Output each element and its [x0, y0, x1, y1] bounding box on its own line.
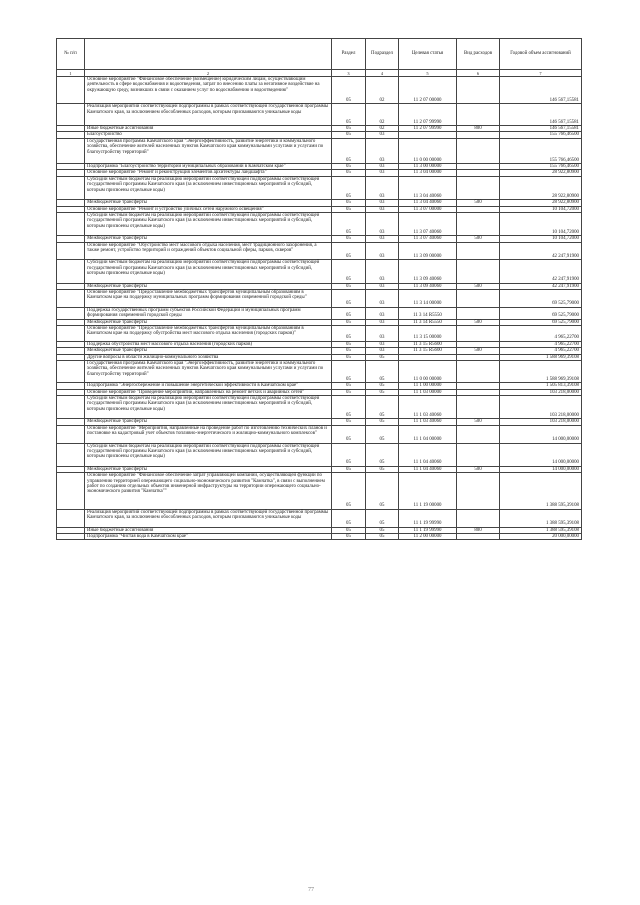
num-cell [57, 242, 85, 260]
row-section: 05 [332, 138, 366, 163]
row-target: 11 3 09 00000 [399, 242, 457, 260]
row-amount: 10 104,72000 [500, 206, 582, 212]
row-amount: 155 766,46500 [500, 132, 582, 138]
row-target: 11 3 14 00000 [399, 289, 457, 307]
num-cell [57, 473, 85, 510]
row-expense-type [457, 260, 500, 283]
col-number: 7 [500, 70, 582, 77]
row-subsection: 05 [366, 419, 399, 425]
row-subsection: 03 [366, 348, 399, 354]
row-subsection: 05 [366, 466, 399, 472]
row-subsection: 05 [366, 473, 399, 510]
row-subsection: 02 [366, 77, 399, 104]
table-row [57, 289, 582, 307]
row-expense-type [457, 77, 500, 104]
row-subsection: 03 [366, 260, 399, 283]
row-section: 05 [332, 77, 366, 104]
row-section: 05 [332, 466, 366, 472]
row-section: 05 [332, 289, 366, 307]
row-name: Подпрограмма "Благоустройство территорий муниципальных образований в Камчатском крае" [85, 164, 332, 170]
row-name: Субсидии местным бюджетам на реализацию мероприятий соответствующей подпрограммы соответствующей государственной программы Камчатского края (за исключением инвестиционных мероприятий и субсидий, которым присвоены отдельные коды) [85, 260, 332, 283]
row-expense-type: 800 [457, 527, 500, 533]
row-target: 11 3 07 40060 [399, 212, 457, 235]
row-amount: 69 525,79000 [500, 307, 582, 319]
table-row [57, 509, 582, 527]
row-subsection: 03 [366, 236, 399, 242]
row-subsection: 03 [366, 170, 399, 176]
row-target: 11 2 00 00000 [399, 533, 457, 539]
row-subsection: 03 [366, 200, 399, 206]
col-number: 1 [57, 70, 85, 77]
row-amount: 28 922,80900 [500, 176, 582, 199]
row-name: Основное мероприятие "Мероприятия, направленные на проведение работ по изготовлению технических планов и постановке на кадастровый учет объектов топливно-энергетического и жилищно-коммунального комплексов" [85, 425, 332, 443]
row-subsection: 03 [366, 341, 399, 347]
row-subsection: 05 [366, 533, 399, 539]
row-section: 05 [332, 509, 366, 527]
row-name: Основное мероприятие "Обустройство мест массового отдыха населения, мест традиционного захоронения, а также ремонт, устройство территорий и ограждений объектов социальной сферы, парков, скверов" [85, 242, 332, 260]
row-amount: 4 965,22700 [500, 348, 582, 354]
row-amount: 20 000,00000 [500, 533, 582, 539]
row-section: 05 [332, 164, 366, 170]
col-number: 2 [85, 70, 332, 77]
budget-document [56, 38, 581, 540]
row-subsection: 03 [366, 283, 399, 289]
row-section: 05 [332, 212, 366, 235]
num-cell [57, 396, 85, 419]
row-amount: 42 247,91900 [500, 260, 582, 283]
row-name: Основное мероприятие "Проведение мероприятий, направленных на ремонт ветхих и аварийных сетей" [85, 389, 332, 395]
row-target: 11 3 14 R5550 [399, 307, 457, 319]
column-number-row [57, 70, 582, 77]
row-section: 05 [332, 527, 366, 533]
row-target: 11 3 04 00000 [399, 170, 457, 176]
row-expense-type: 500 [457, 419, 500, 425]
row-subsection: 03 [366, 242, 399, 260]
row-section: 05 [332, 443, 366, 466]
table-row [57, 242, 582, 260]
header-row [57, 39, 582, 70]
row-section: 05 [332, 354, 366, 360]
row-expense-type [457, 361, 500, 383]
num-cell [57, 326, 85, 342]
row-amount: 69 525,79000 [500, 319, 582, 325]
row-section: 05 [332, 206, 366, 212]
row-amount: 42 247,91900 [500, 283, 582, 289]
row-target: 11 1 00 00000 [399, 383, 457, 389]
row-name: Реализация мероприятий соответствующей подпрограммы в рамках соответствующей государственной программы Камчатского края, за исключением обособленных расходов, которым присваиваются уникальные коды [85, 509, 332, 527]
row-expense-type [457, 289, 500, 307]
row-amount: 1 388 595,39108 [500, 473, 582, 510]
row-subsection: 03 [366, 212, 399, 235]
row-name: Поддержка государственных программ субъектов Российской Федерации и муниципальных программ формирования современной городской среды [85, 307, 332, 319]
row-target: 11 1 19 99990 [399, 509, 457, 527]
table-row [57, 77, 582, 104]
row-name: Межбюджетные трансферты [85, 419, 332, 425]
num-cell [57, 212, 85, 235]
row-target: 11 3 09 40060 [399, 283, 457, 289]
num-cell [57, 443, 85, 466]
table-row [57, 361, 582, 383]
row-subsection: 05 [366, 354, 399, 360]
header-target: Целевая статья [399, 39, 457, 70]
row-name: Подпрограмма "Энергосбережение и повышение энергетической эффективности в Камчатском крае" [85, 383, 332, 389]
row-subsection: 05 [366, 361, 399, 383]
row-subsection: 02 [366, 104, 399, 126]
row-subsection: 03 [366, 307, 399, 319]
row-expense-type: 500 [457, 283, 500, 289]
row-amount: 1 388 595,39108 [500, 509, 582, 527]
row-name: Основное мероприятие "Предоставление межбюджетных трансфертов муниципальным образованиям в Камчатском крае на поддержку обустройства мест массового отдыха населения (городских парков)" [85, 326, 332, 342]
row-section: 05 [332, 361, 366, 383]
row-name: Государственная программа Камчатского края "Энергоэффективность, развитие энергетики и коммунального хозяйства, обеспечение жителей населенных пунктов Камчатского края коммунальными услугами и услугами по благоустройству территорий" [85, 138, 332, 163]
row-expense-type [457, 396, 500, 419]
header-expense-type: Вид расходов [457, 39, 500, 70]
row-name: Межбюджетные трансферты [85, 319, 332, 325]
row-amount: 146 567,15581 [500, 126, 582, 132]
row-name: Субсидии местным бюджетам на реализацию мероприятий соответствующей подпрограммы соответствующей государственной программы Камчатского края (за исключением инвестиционных мероприятий и субсидий, которым присвоены отдельные коды) [85, 176, 332, 199]
row-expense-type [457, 104, 500, 126]
row-section: 05 [332, 104, 366, 126]
row-expense-type: 800 [457, 126, 500, 132]
table-row [57, 473, 582, 510]
row-target: 11 3 14 R5550 [399, 319, 457, 325]
row-subsection: 03 [366, 164, 399, 170]
row-expense-type [457, 533, 500, 539]
header-num: № п/п [57, 39, 85, 70]
row-amount: 4 965,22700 [500, 341, 582, 347]
row-amount: 1 388 595,39108 [500, 527, 582, 533]
table-row [57, 533, 582, 539]
row-subsection: 05 [366, 396, 399, 419]
row-amount: 10 104,72000 [500, 212, 582, 235]
row-target: 11 1 19 00000 [399, 473, 457, 510]
row-subsection: 05 [366, 389, 399, 395]
row-name: Основное мероприятие "Финансовое обеспечение (возмещение) юридическим лицам, осуществляющим деятельность в сфере водоснабжения и водоотведения, затрат по внесению платы за негативное воздействие на окружающую среду, возникших в связи с оказанием услуг по водоснабжению и водоотведению" [85, 77, 332, 104]
row-target: 11 2 07 99990 [399, 104, 457, 126]
table-row [57, 443, 582, 466]
row-section: 05 [332, 242, 366, 260]
row-section: 05 [332, 419, 366, 425]
row-amount: 146 567,15581 [500, 104, 582, 126]
header-subsection: Подраздел [366, 39, 399, 70]
row-amount: 14 000,00000 [500, 466, 582, 472]
table-row [57, 176, 582, 199]
row-expense-type: 500 [457, 200, 500, 206]
row-name: Межбюджетные трансферты [85, 200, 332, 206]
row-target: 11 3 00 00000 [399, 164, 457, 170]
row-name: Субсидии местным бюджетам на реализацию мероприятий соответствующей подпрограммы соответствующей государственной программы Камчатского края (за исключением инвестиционных мероприятий и субсидий, которым присвоены отдельные коды) [85, 212, 332, 235]
num-cell [57, 533, 85, 539]
row-target: 11 1 03 40060 [399, 419, 457, 425]
num-cell [57, 138, 85, 163]
row-amount: 28 922,80900 [500, 170, 582, 176]
row-subsection: 03 [366, 326, 399, 342]
table-row [57, 104, 582, 126]
row-amount: 4 965,22700 [500, 326, 582, 342]
row-expense-type: 500 [457, 348, 500, 354]
row-section: 05 [332, 383, 366, 389]
row-target: 11 3 15 R5600 [399, 341, 457, 347]
row-amount: 103 218,00000 [500, 396, 582, 419]
row-expense-type [457, 509, 500, 527]
row-target: 11 3 15 R5600 [399, 348, 457, 354]
row-section: 05 [332, 533, 366, 539]
row-subsection: 03 [366, 206, 399, 212]
num-cell [57, 307, 85, 319]
row-name: Основное мероприятие "Финансовое обеспечение затрат управляющей компании, осуществляющей функции по управлению территорией опережающего социально-экономического развития "Камчатка", в связи с выполнением работ по созданию отдельных объектов инженерной инфраструктуры на территории опережающего социально-экономического развития "Камчатка"" [85, 473, 332, 510]
row-name: Субсидии местным бюджетам на реализацию мероприятий соответствующей подпрограммы соответствующей государственной программы Камчатского края (за исключением инвестиционных мероприятий и субсидий, которым присвоены отдельные коды) [85, 443, 332, 466]
row-subsection: 05 [366, 443, 399, 466]
row-amount: 14 000,00000 [500, 425, 582, 443]
row-expense-type [457, 307, 500, 319]
header-name [85, 39, 332, 70]
row-name: Межбюджетные трансферты [85, 348, 332, 354]
row-amount: 155 766,46500 [500, 164, 582, 170]
row-name: Реализация мероприятий соответствующей подпрограммы в рамках соответствующей государственной программы Камчатского края, за исключением обособленных расходов, которым присваиваются уникальные коды [85, 104, 332, 126]
row-target: 11 3 07 00000 [399, 206, 457, 212]
row-expense-type [457, 425, 500, 443]
row-target: 11 3 07 40060 [399, 236, 457, 242]
row-subsection: 05 [366, 383, 399, 389]
num-cell [57, 289, 85, 307]
row-subsection: 03 [366, 138, 399, 163]
row-expense-type [457, 326, 500, 342]
table-row [57, 307, 582, 319]
num-cell [57, 425, 85, 443]
row-amount: 1 588 969,39108 [500, 354, 582, 360]
num-cell [57, 176, 85, 199]
table-row [57, 396, 582, 419]
row-name: Другие вопросы в области жилищно-коммунального хозяйства [85, 354, 332, 360]
row-section: 05 [332, 236, 366, 242]
page-number: 77 [308, 887, 314, 893]
row-subsection: 05 [366, 509, 399, 527]
row-expense-type [457, 212, 500, 235]
row-section: 05 [332, 396, 366, 419]
table-row [57, 138, 582, 163]
num-cell [57, 104, 85, 126]
row-amount: 42 247,91900 [500, 242, 582, 260]
row-target: 11 0 00 00000 [399, 361, 457, 383]
col-number: 4 [366, 70, 399, 77]
row-target: 11 3 15 00000 [399, 326, 457, 342]
row-amount: 69 525,79000 [500, 289, 582, 307]
row-name: Иные бюджетные ассигнования [85, 527, 332, 533]
col-number: 5 [399, 70, 457, 77]
num-cell [57, 260, 85, 283]
row-target: 11 1 19 99990 [399, 527, 457, 533]
budget-table [56, 38, 582, 540]
row-section: 05 [332, 326, 366, 342]
row-name: Субсидии местным бюджетам на реализацию мероприятий соответствующей подпрограммы соответствующей государственной программы Камчатского края (за исключением инвестиционных мероприятий и субсидий, которым присвоены отдельные коды) [85, 396, 332, 419]
header-amount: Годовой объем ассигнований [500, 39, 582, 70]
row-subsection: 03 [366, 176, 399, 199]
row-subsection: 05 [366, 527, 399, 533]
table-row [57, 212, 582, 235]
row-expense-type [457, 138, 500, 163]
row-section: 05 [332, 283, 366, 289]
row-name: Межбюджетные трансферты [85, 283, 332, 289]
row-target: 11 1 03 40060 [399, 396, 457, 419]
row-section: 05 [332, 341, 366, 347]
row-section: 05 [332, 260, 366, 283]
row-expense-type: 500 [457, 319, 500, 325]
row-expense-type [457, 473, 500, 510]
num-cell [57, 509, 85, 527]
row-target: 11 3 04 40060 [399, 200, 457, 206]
table-row [57, 425, 582, 443]
row-target: 11 3 09 40060 [399, 260, 457, 283]
row-amount: 103 218,00000 [500, 419, 582, 425]
row-section: 05 [332, 176, 366, 199]
row-name: Иные бюджетные ассигнования [85, 126, 332, 132]
row-subsection: 03 [366, 132, 399, 138]
row-expense-type [457, 242, 500, 260]
row-name: Основное мероприятие "Предоставление межбюджетных трансфертов муниципальным образованиям в Камчатском крае на поддержку муниципальных программ формирования современной городской среды" [85, 289, 332, 307]
row-target: 11 2 07 00000 [399, 77, 457, 104]
row-target: 11 1 04 40060 [399, 466, 457, 472]
row-amount: 146 567,15581 [500, 77, 582, 104]
row-section: 05 [332, 307, 366, 319]
num-cell [57, 361, 85, 383]
row-name: Поддержка обустройства мест массового отдыха населения (городских парков) [85, 341, 332, 347]
row-section: 05 [332, 132, 366, 138]
row-name: Благоустройство [85, 132, 332, 138]
row-section: 05 [332, 425, 366, 443]
row-target: 11 0 00 00000 [399, 138, 457, 163]
header-section: Раздел [332, 39, 366, 70]
row-subsection: 03 [366, 319, 399, 325]
row-amount: 103 218,00000 [500, 389, 582, 395]
row-name: Основное мероприятие "Ремонт и реконструкция элементов архитектуры ландшафта" [85, 170, 332, 176]
row-target: 11 3 04 40060 [399, 176, 457, 199]
row-section: 05 [332, 200, 366, 206]
row-amount: 14 000,00000 [500, 443, 582, 466]
row-target: 11 1 04 00000 [399, 425, 457, 443]
row-amount: 28 922,80900 [500, 200, 582, 206]
num-cell [57, 77, 85, 104]
row-expense-type [457, 176, 500, 199]
row-expense-type: 500 [457, 236, 500, 242]
row-target: 11 2 07 99990 [399, 126, 457, 132]
row-section: 05 [332, 389, 366, 395]
table-row [57, 260, 582, 283]
col-number: 6 [457, 70, 500, 77]
row-amount: 1 505 813,39108 [500, 383, 582, 389]
row-amount: 155 766,46500 [500, 138, 582, 163]
row-subsection: 05 [366, 425, 399, 443]
row-subsection: 03 [366, 289, 399, 307]
row-name: Подпрограмма "Чистая вода в Камчатском крае" [85, 533, 332, 539]
row-section: 05 [332, 126, 366, 132]
row-section: 05 [332, 319, 366, 325]
row-amount: 1 588 969,39108 [500, 361, 582, 383]
row-name: Государственная программа Камчатского края "Энергоэффективность, развитие энергетики и коммунального хозяйства, обеспечение жителей населенных пунктов Камчатского края коммунальными услугами и услугами по благоустройству территорий" [85, 361, 332, 383]
row-expense-type: 500 [457, 466, 500, 472]
row-section: 05 [332, 473, 366, 510]
row-section: 05 [332, 170, 366, 176]
row-expense-type [457, 443, 500, 466]
row-name: Основное мероприятие "Ремонт и устройство уличных сетей наружного освещения" [85, 206, 332, 212]
row-subsection: 02 [366, 126, 399, 132]
table-row [57, 326, 582, 342]
col-number: 3 [332, 70, 366, 77]
row-name: Межбюджетные трансферты [85, 466, 332, 472]
row-section: 05 [332, 348, 366, 354]
row-target: 11 1 04 40060 [399, 443, 457, 466]
row-target: 11 1 03 00000 [399, 389, 457, 395]
row-name: Межбюджетные трансферты [85, 236, 332, 242]
row-amount: 10 104,72000 [500, 236, 582, 242]
